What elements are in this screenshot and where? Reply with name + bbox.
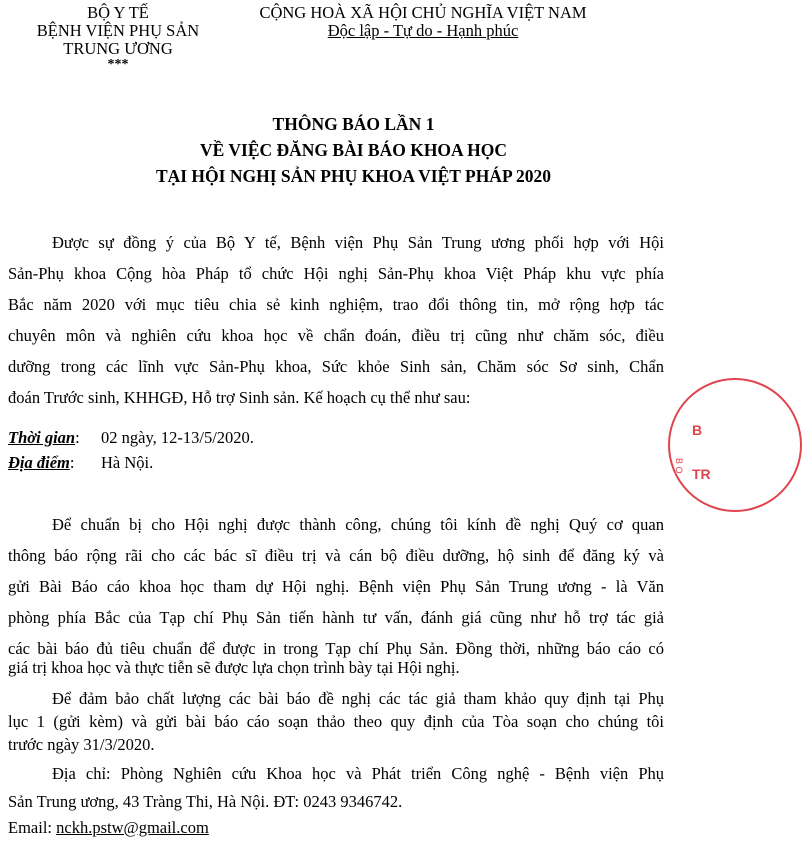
intro-line-5: dưỡng trong các lĩnh vực Sản-Phụ khoa, Sức khỏe Sinh sản, Chăm sóc Sơ sinh, Chẩn bbox=[8, 357, 664, 376]
email-label: Email: bbox=[8, 818, 57, 837]
seal-text-2: B O bbox=[674, 458, 684, 474]
email-row bbox=[8, 818, 209, 838]
intro-line-3: Bắc năm 2020 với mục tiêu chia sẻ kinh nghiệm, trao đổi thông tin, mở rộng hợp tác bbox=[8, 295, 664, 314]
time-label: Thời gian bbox=[8, 428, 76, 447]
place-label: Địa điểm bbox=[8, 453, 70, 472]
para2-line-4: phòng phía Bắc của Tạp chí Phụ Sản tiến hành tư vấn, đánh giá cũng như hỗ trợ tác giả bbox=[8, 608, 664, 627]
seal-text-1: B bbox=[692, 422, 703, 438]
time-value: 02 ngày, 12-13/5/2020. bbox=[101, 428, 254, 447]
time-colon: : bbox=[75, 428, 80, 447]
intro-line-1: Được sự đồng ý của Bộ Y tế, Bệnh viện Phụ Sản Trung ương phối hợp với Hội bbox=[52, 233, 664, 252]
intro-line-2: Sản-Phụ khoa Cộng hòa Pháp tổ chức Hội nghị Sản-Phụ khoa Việt Pháp khu vực phía bbox=[8, 264, 664, 283]
para3-line-2: lục 1 (gửi kèm) và gửi bài báo cáo soạn thảo theo quy định của Tòa soạn cho chúng tôi bbox=[8, 712, 664, 731]
place-row bbox=[8, 453, 74, 473]
hospital-name-line2: TRUNG ƯƠNG bbox=[63, 39, 173, 58]
notice-title: THÔNG BÁO LẦN 1 bbox=[272, 114, 435, 134]
notice-subject-line2: TẠI HỘI NGHỊ SẢN PHỤ KHOA VIỆT PHÁP 2020 bbox=[155, 166, 552, 186]
address-line-1: Địa chỉ: Phòng Nghiên cứu Khoa học và Phát triển Công nghệ - Bệnh viện Phụ bbox=[52, 764, 664, 783]
place-colon: : bbox=[69, 453, 75, 472]
intro-line-4: chuyên môn và nghiên cứu khoa học về chẩn đoán, điều trị cũng như chăm sóc, điều bbox=[8, 326, 664, 345]
para2-line-3: gửi Bài Báo cáo khoa học tham dự Hội nghị. Bệnh viện Phụ Sản Trung ương - là Văn bbox=[8, 577, 664, 596]
national-header bbox=[243, 4, 603, 40]
para2-line-2: thông báo rộng rãi cho các bác sĩ điều trị và cán bộ điều dưỡng, hộ sinh để đăng ký và bbox=[8, 546, 664, 565]
para2-line-1: Để chuẩn bị cho Hội nghị được thành công, chúng tôi kính đề nghị Quý cơ quan bbox=[52, 515, 664, 534]
time-row bbox=[8, 428, 80, 448]
para2-line-6: giá trị khoa học và thực tiễn sẽ được lựa chọn trình bày tại Hội nghị. bbox=[8, 658, 460, 677]
intro-line-6: đoán Trước sinh, KHHGĐ, Hỗ trợ Sinh sản. Kế hoạch cụ thể như sau: bbox=[8, 388, 471, 407]
address-line-2: Sản Trung ương, 43 Tràng Thi, Hà Nội. ĐT: 0243 9346742. bbox=[8, 792, 403, 811]
header-stars: *** bbox=[107, 57, 129, 72]
ministry-name: BỘ Y TẾ bbox=[87, 3, 149, 22]
email-link[interactable]: nckh.pstw@gmail.com bbox=[56, 818, 209, 837]
nation-name: CỘNG HOÀ XÃ HỘI CHỦ NGHĨA VIỆT NAM bbox=[259, 3, 587, 22]
notice-subject-line1: VỀ VIỆC ĐĂNG BÀI BÁO KHOA HỌC bbox=[200, 140, 507, 160]
national-motto: Độc lập - Tự do - Hạnh phúc bbox=[327, 21, 519, 40]
place-value: Hà Nội. bbox=[101, 453, 154, 472]
issuer-block bbox=[14, 4, 222, 72]
para3-line-3: trước ngày 31/3/2020. bbox=[8, 735, 155, 754]
para3-line-1: Để đảm bảo chất lượng các bài báo đề nghị các tác giả tham khảo quy định tại Phụ bbox=[52, 689, 664, 708]
hospital-name-line1: BỆNH VIỆN PHỤ SẢN bbox=[36, 21, 200, 40]
official-seal bbox=[668, 378, 802, 512]
seal-text-3: TR bbox=[692, 466, 711, 482]
para2-line-5: các bài báo đủ tiêu chuẩn để được in trong Tạp chí Phụ Sản. Đồng thời, những báo cáo có bbox=[8, 639, 664, 658]
